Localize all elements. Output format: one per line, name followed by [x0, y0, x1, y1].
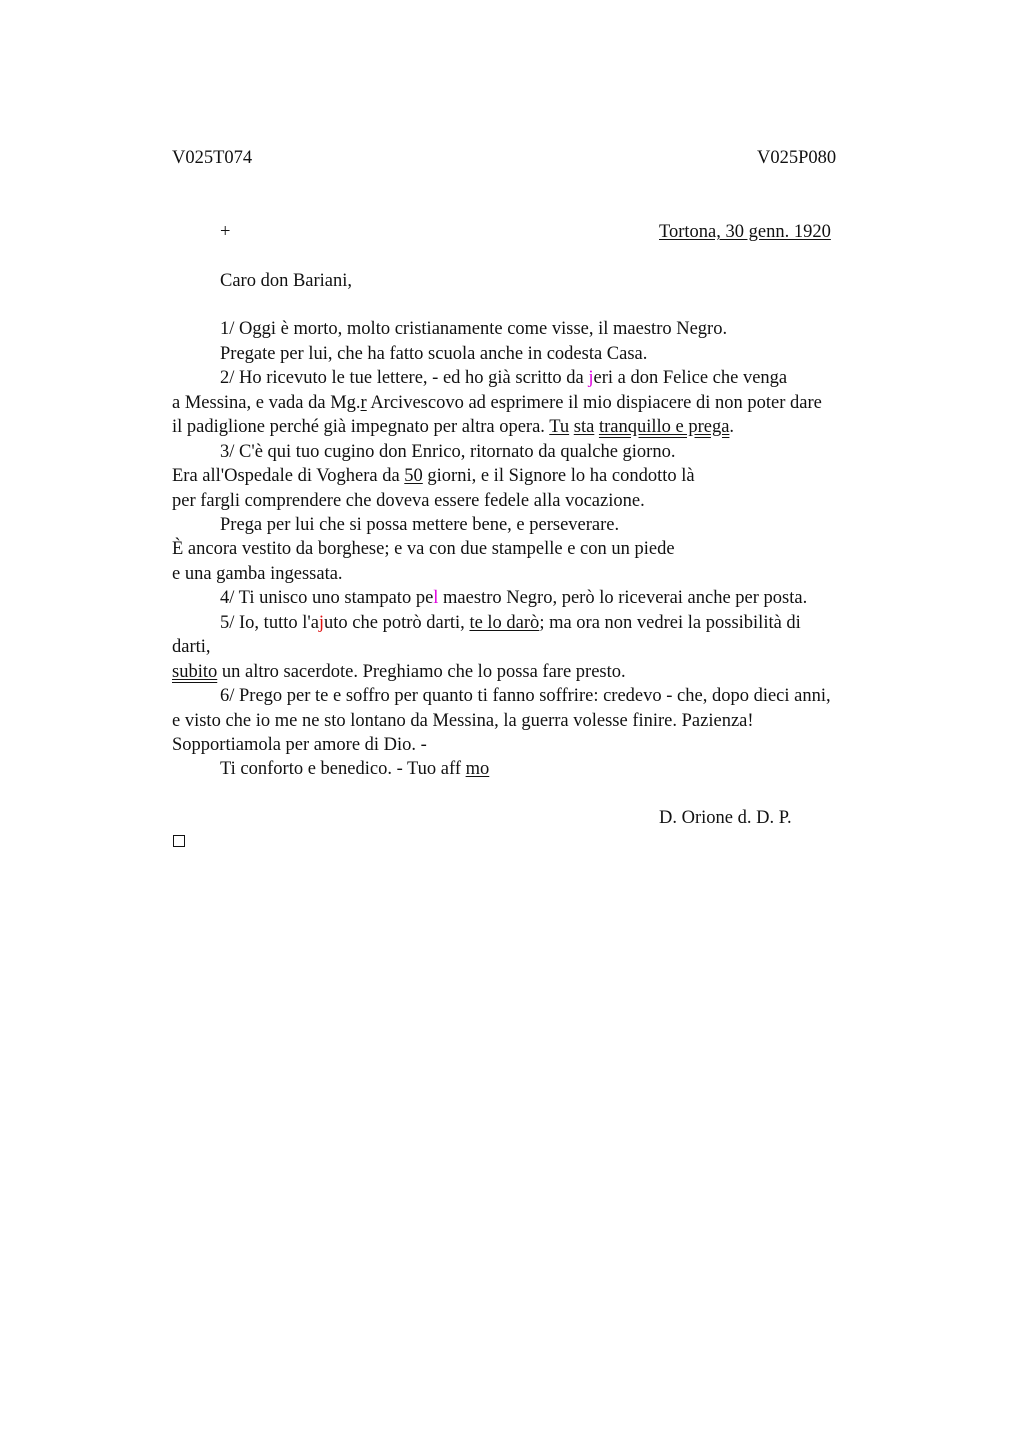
para2-line2-text-a: a Messina, e vada da Mg. — [172, 393, 361, 413]
para4-highlight-l: l — [433, 588, 439, 608]
para2-underlined-r: r — [360, 393, 367, 413]
para5-text-c: ; ma ora non vedrei la possibilità di — [539, 613, 801, 633]
para4-text-a: 4/ Ti unisco uno stampato pe — [220, 588, 434, 608]
para2-line1-text-b: eri a don Felice che venga — [593, 368, 788, 388]
salutation: Caro don Bariani, — [220, 271, 353, 291]
para5-line1 — [220, 611, 801, 635]
para2-line3-end: . — [729, 417, 735, 437]
para2-line2 — [172, 391, 822, 415]
para2-line1 — [220, 366, 787, 390]
para5-line3 — [172, 660, 626, 684]
para6-line2: e visto che io me ne sto lontano da Messina, la guerra volesse finire. Pazienza! — [172, 711, 754, 731]
para2-line3-text-a: il padiglione perché già impegnato per altra opera. — [172, 417, 550, 437]
right-code: V025P080 — [757, 148, 837, 168]
signature: D. Orione d. D. P. — [659, 808, 792, 828]
para2-line2-text-b: Arcivescovo ad esprimere il mio dispiacere di non poter dare — [366, 393, 822, 413]
para5-line2: darti, — [172, 637, 211, 657]
double-underlined-subito: subito — [172, 662, 218, 682]
double-underlined-tranquillo-e-prega: tranquillo e prega — [598, 417, 730, 437]
underlined-mo: mo — [465, 759, 490, 779]
closing-line — [220, 757, 489, 781]
para3-line4: Prega per lui che si possa mettere bene, e perseverare. — [220, 515, 620, 535]
para3-line2-text-a: Era all'Ospedale di Voghera da — [172, 466, 405, 486]
para4-text-b: maestro Negro, però lo riceverai anche per posta. — [438, 588, 808, 608]
underlined-tu: Tu — [549, 417, 570, 437]
para3-line5: È ancora vestito da borghese; e va con due stampelle e con un piede — [172, 539, 675, 559]
left-code: V025T074 — [172, 148, 253, 168]
letter-date: Tortona, 30 genn. 1920 — [659, 222, 831, 242]
para3-line6: e una gamba ingessata. — [172, 564, 343, 584]
cross-mark: + — [220, 222, 231, 242]
para5-highlight-j: j — [318, 613, 325, 633]
para3-line2 — [172, 464, 695, 488]
para3-line2-text-b: giorni, e il Signore lo ha condotto là — [422, 466, 695, 486]
para4-line1 — [220, 586, 807, 610]
para5-text-b: uto che potrò darti, — [324, 613, 470, 633]
para1-line2: Pregate per lui, che ha fatto scuola anche in codesta Casa. — [220, 344, 648, 364]
para2-highlight-j: j — [588, 368, 594, 388]
para1-line1: 1/ Oggi è morto, molto cristianamente come visse, il maestro Negro. — [220, 319, 728, 339]
para3-line3: per fargli comprendere che doveva essere fedele alla vocazione. — [172, 491, 645, 511]
para2-line1-text-a: 2/ Ho ricevuto le tue lettere, - ed ho già scritto da — [220, 368, 589, 388]
para2-line3 — [172, 415, 734, 439]
para6-line1: 6/ Prego per te e soffro per quanto ti fanno soffrire: credevo - che, dopo dieci anni, — [220, 686, 831, 706]
closing-text: Ti conforto e benedico. - Tuo aff — [220, 759, 461, 779]
para6-line3: Sopportiamola per amore di Dio. - — [172, 735, 427, 755]
end-square-mark — [173, 835, 185, 847]
para5-text-a: 5/ Io, tutto l'a — [220, 613, 319, 633]
underlined-te-lo-daro: te lo darò — [469, 613, 540, 633]
para3-line1: 3/ C'è qui tuo cugino don Enrico, ritornato da qualche giorno. — [220, 442, 676, 462]
para5-line3-text: un altro sacerdote. Preghiamo che lo possa fare presto. — [217, 662, 626, 682]
underlined-50: 50 — [404, 466, 423, 486]
underlined-sta: sta — [573, 417, 595, 437]
